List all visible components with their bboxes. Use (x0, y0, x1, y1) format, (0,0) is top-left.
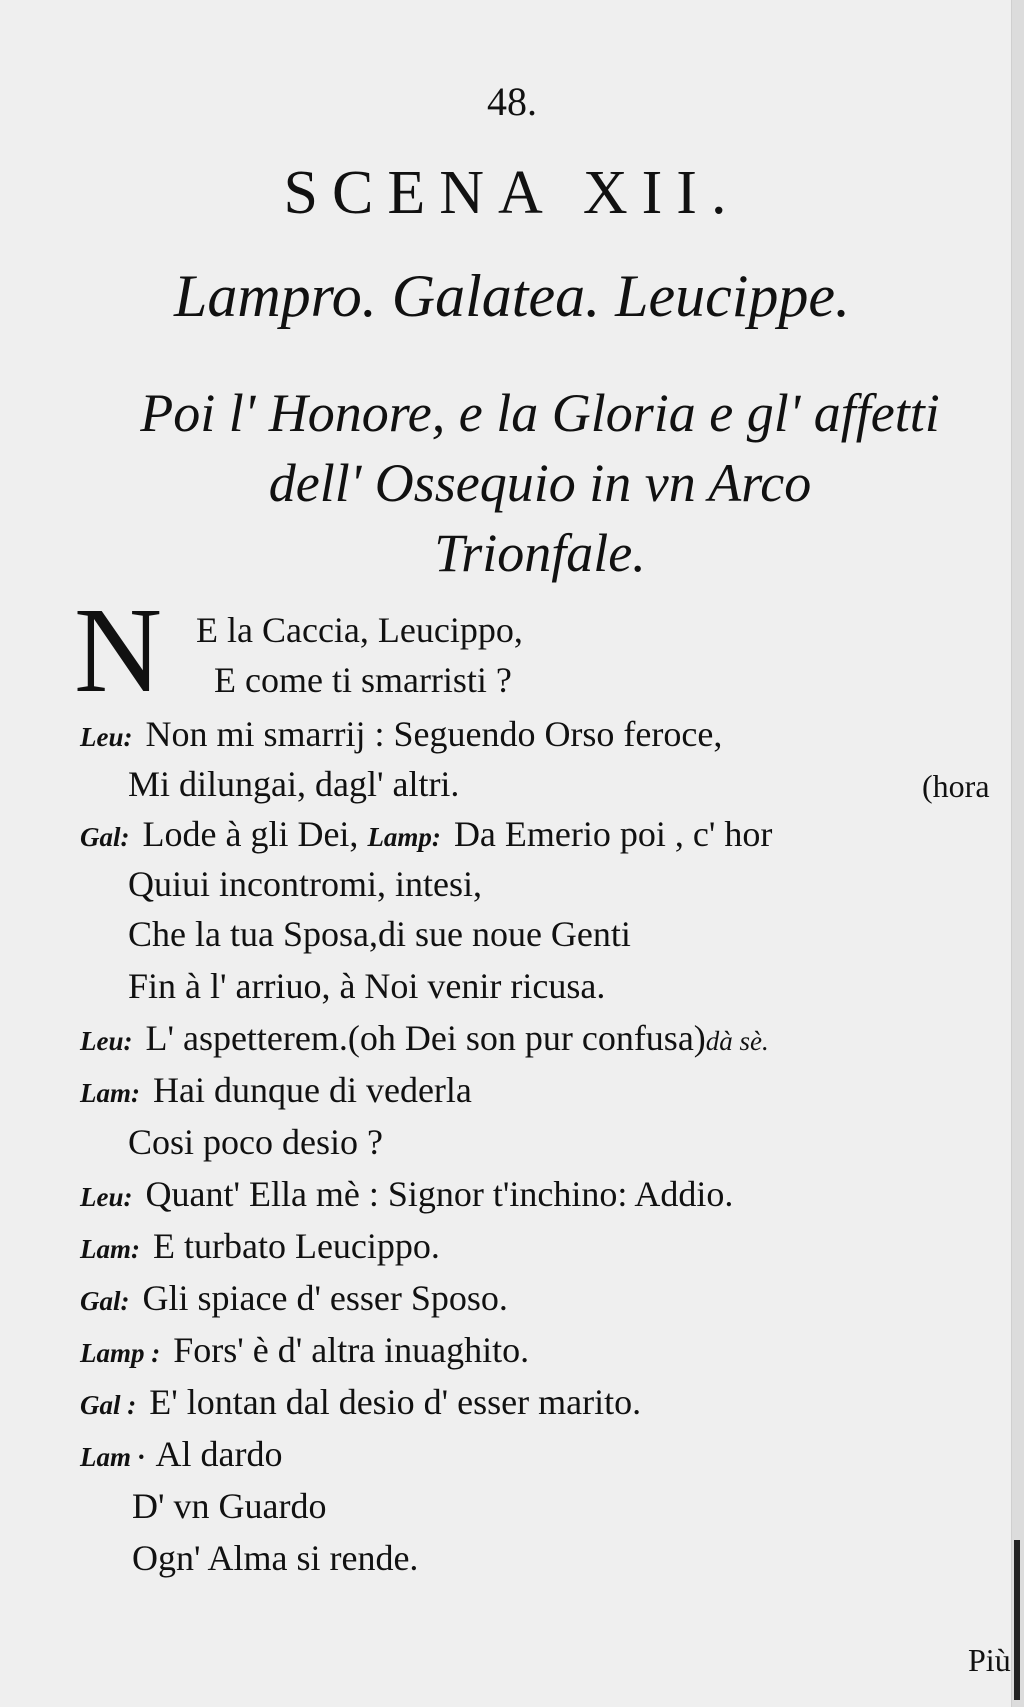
verse-line (132, 1538, 418, 1578)
verse-text: Lode à gli Dei, (142, 814, 359, 854)
page-edge (1011, 0, 1024, 1707)
speaker-label: Lam: (80, 1078, 140, 1108)
verse-text: Cosi poco desio ? (128, 1122, 383, 1162)
verse-line (196, 610, 523, 650)
verse-text: E turbato Leucippo. (153, 1226, 440, 1266)
verse-line (80, 714, 722, 757)
scene-title: SCENA XII. (283, 159, 741, 227)
verse-line (80, 1278, 508, 1321)
verse-text: Gli spiace d' esser Sposo. (142, 1278, 508, 1318)
speaker-label: Leu: (80, 722, 133, 752)
scene-characters: Lampro. Galatea. Leucippe. (173, 263, 851, 329)
verse-line (128, 864, 482, 904)
verse-text: L' aspetterem.(oh Dei son pur confusa) (145, 1018, 706, 1058)
verse-line (80, 1226, 440, 1269)
verse-text: Fin à l' arriuo, à Noi venir ricusa. (128, 966, 606, 1006)
verse-text: Quiui incontromi, intesi, (128, 864, 482, 904)
verse-line (128, 764, 459, 804)
verse-line (80, 814, 772, 857)
verse-line (80, 1018, 769, 1061)
verse-line (80, 1330, 529, 1373)
page-number: 48. (487, 79, 537, 124)
verse-text: Da Emerio poi , c' hor (453, 814, 773, 854)
verse-line (80, 1174, 733, 1217)
speaker-label: Leu: (80, 1026, 133, 1056)
verse-text: Hai dunque di vederla (153, 1070, 472, 1110)
speaker-label: Gal: (80, 822, 130, 852)
verse-line (132, 1486, 326, 1526)
speaker-label: Gal : (80, 1390, 137, 1420)
scene-description: Poi l' Honore, e la Gloria e gl' affetti dell' Ossequio in vn Arco Trionfale. (140, 383, 940, 583)
verse-line (80, 1382, 641, 1425)
verse-line (214, 660, 512, 700)
verse-line (128, 914, 631, 954)
drop-cap: N (74, 583, 163, 718)
speaker-label: Gal: (80, 1286, 130, 1316)
speaker-label: Lam · (80, 1442, 145, 1472)
binding-shadow (1014, 1540, 1020, 1700)
verse-text: E la Caccia, Leucippo, (196, 610, 523, 650)
verse-text: Non mi smarrij : Seguendo Orso feroce, (145, 714, 723, 754)
verse-text: E' lontan dal desio d' esser marito. (149, 1382, 642, 1422)
speaker-label: Lamp: (367, 822, 441, 852)
speaker-label: Leu: (80, 1182, 133, 1212)
verse-text: Al dardo (155, 1434, 283, 1474)
speaker-label: Lamp : (80, 1338, 161, 1368)
verse-text: Che la tua Sposa,di sue noue Genti (128, 914, 631, 954)
verse-line (128, 966, 605, 1006)
verse-overflow: (hora (922, 768, 990, 804)
verse-line (80, 1070, 472, 1113)
verse-text: E come ti smarristi ? (214, 660, 512, 700)
speaker-label: Lam: (80, 1234, 140, 1264)
verse-line (128, 1122, 383, 1162)
verse-text: Quant' Ella mè : Signor t'inchino: Addio. (145, 1174, 734, 1214)
verse-text: Ogn' Alma si rende. (132, 1538, 419, 1578)
catchword: Più (968, 1642, 1011, 1678)
stage-direction: dà sè. (705, 1026, 769, 1056)
verse-text: Fors' è d' altra inuaghito. (173, 1330, 530, 1370)
verse-text: Mi dilungai, dagl' altri. (128, 764, 460, 804)
verse-line (80, 1434, 282, 1477)
verse-text: D' vn Guardo (132, 1486, 327, 1526)
